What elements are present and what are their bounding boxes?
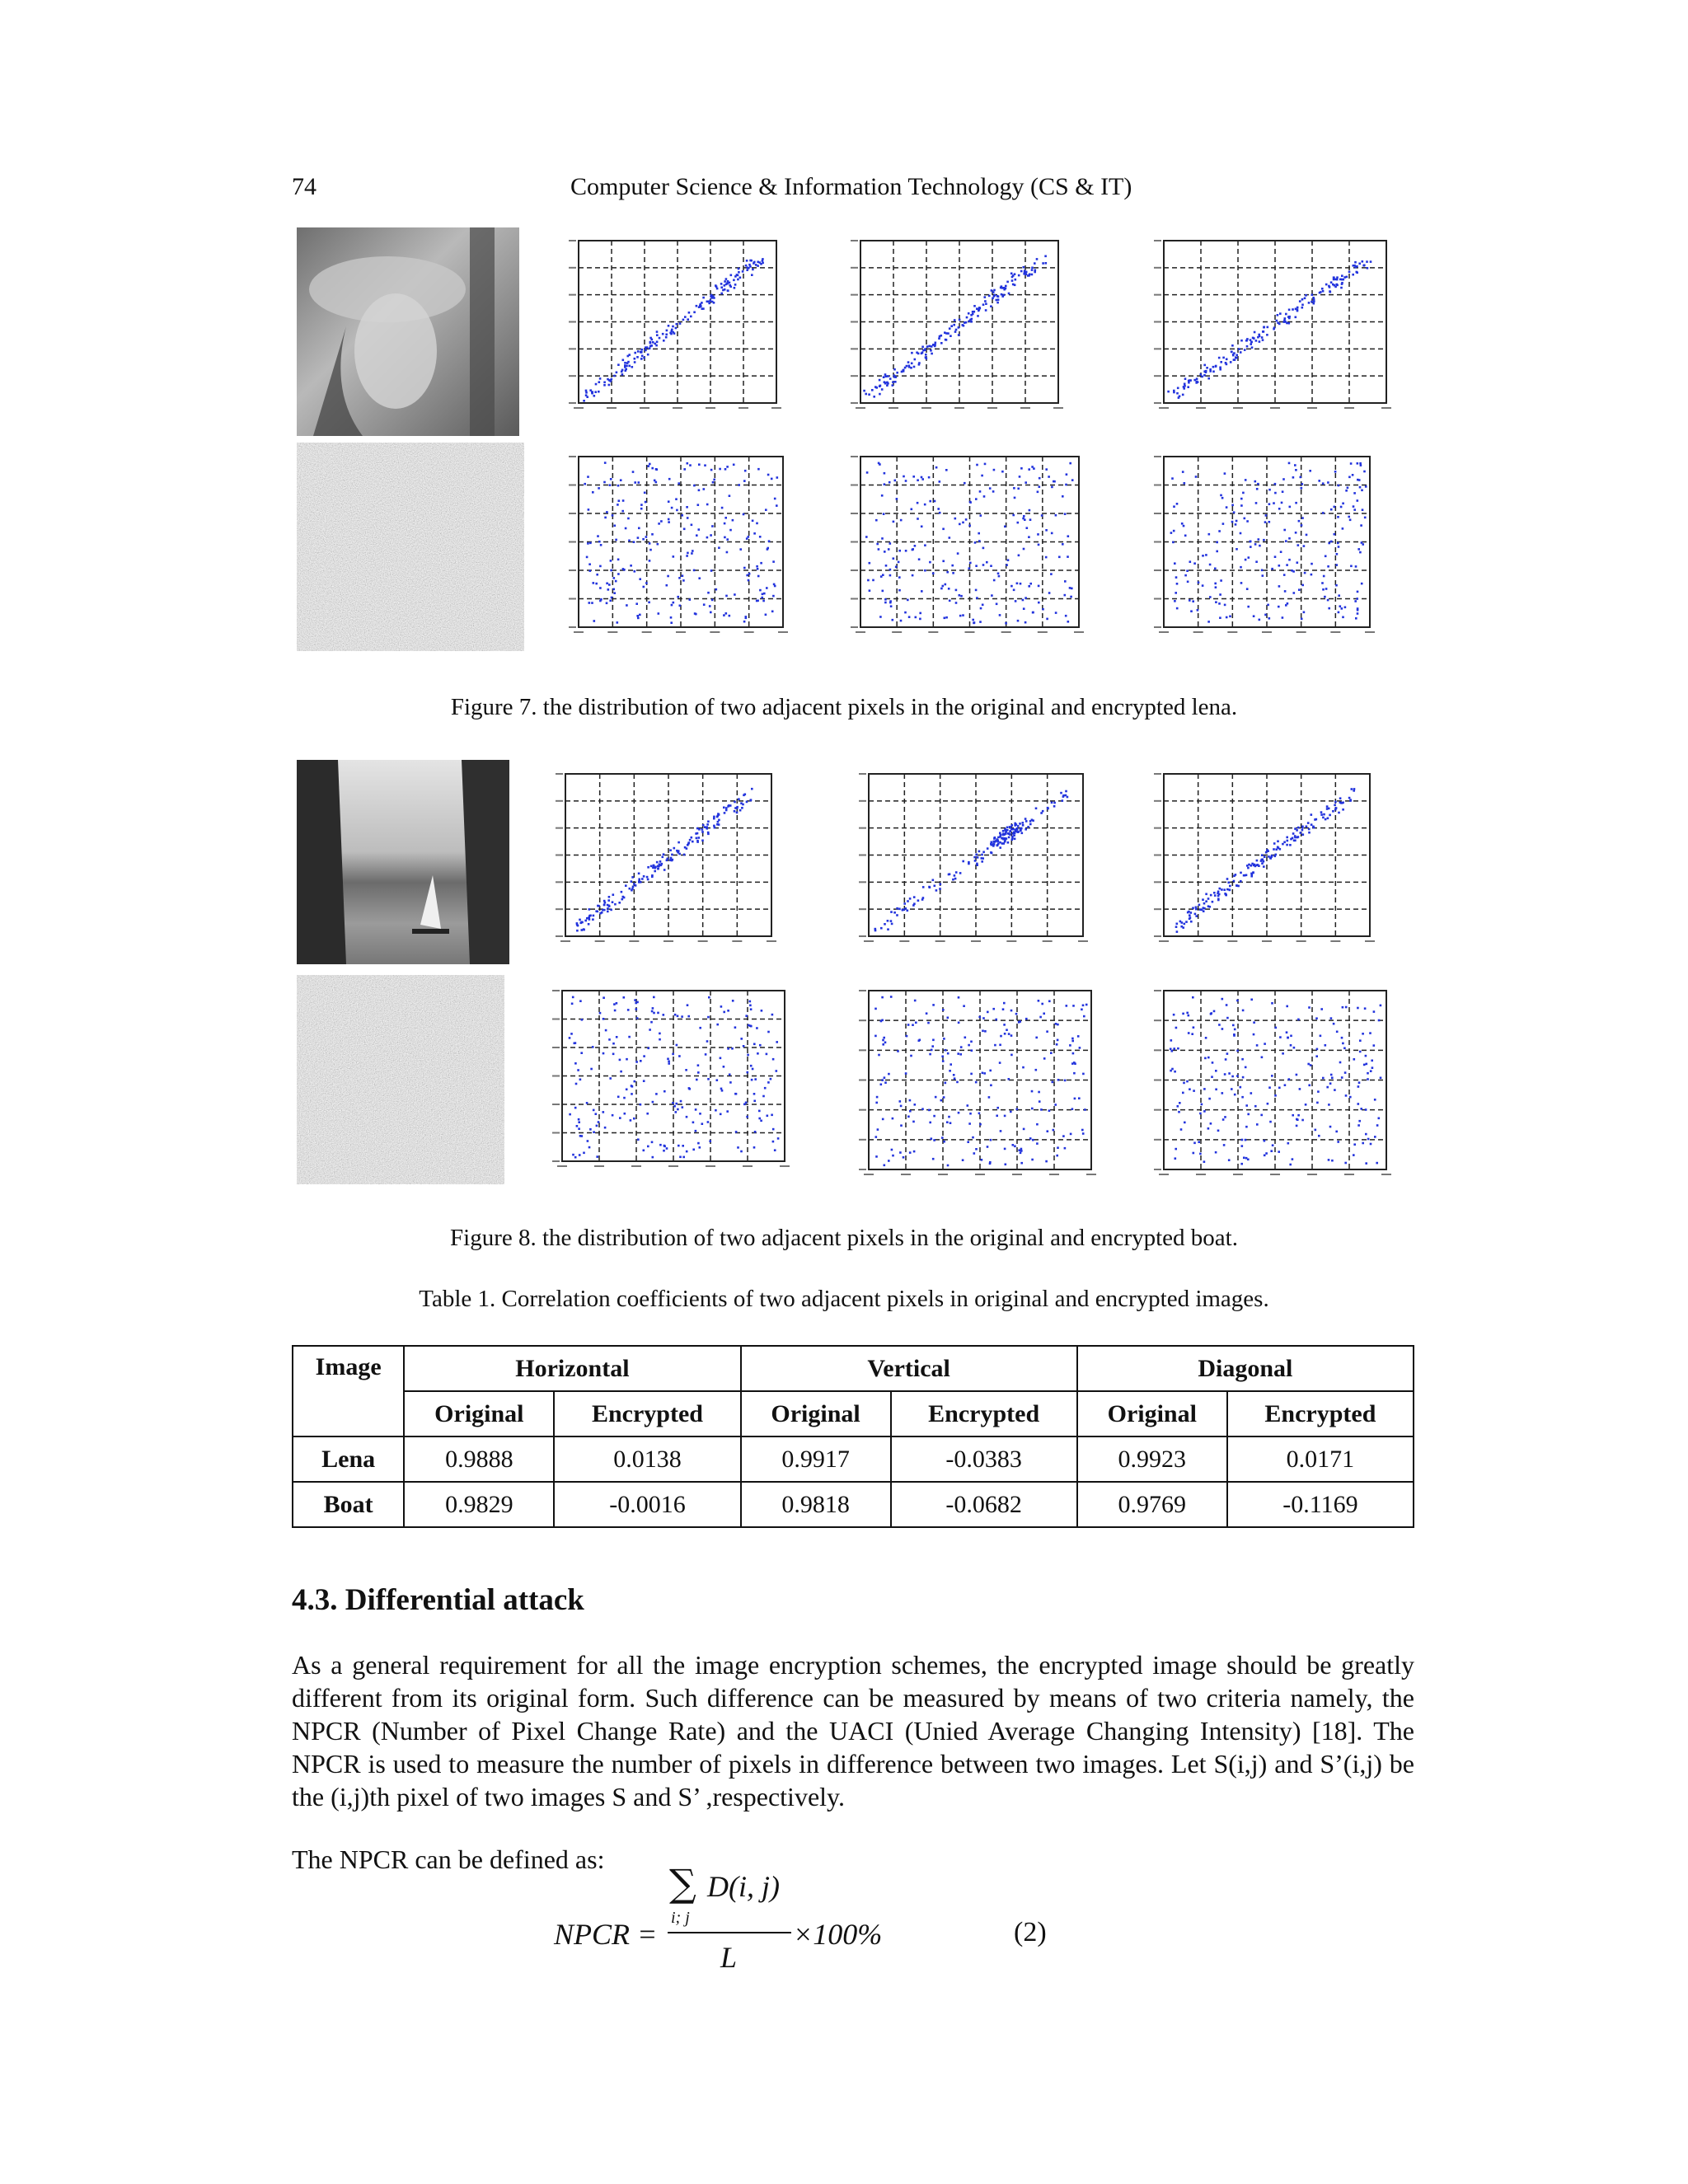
plot-lena-original-vertical: [849, 237, 1063, 415]
plot-boat-original-vertical: [857, 771, 1088, 948]
boat-encrypted-image: [297, 975, 504, 1184]
row-label: Boat: [293, 1482, 404, 1527]
table-cell: 0.9818: [741, 1482, 891, 1527]
table-cell: 0.9769: [1077, 1482, 1227, 1527]
scatter-points: [576, 788, 753, 932]
table-row: [293, 1436, 1414, 1482]
lena-encrypted-image: [297, 443, 524, 651]
group-horizontal: Horizontal: [404, 1346, 740, 1391]
group-diagonal: Diagonal: [1077, 1346, 1414, 1391]
table-cell: 0.9888: [404, 1436, 554, 1482]
scatter-points: [1167, 260, 1372, 399]
table-header-row: [293, 1346, 1414, 1391]
figure-8-caption: Figure 8. the distribution of two adjacent pixels in the original and encrypted boat.: [450, 1225, 1238, 1251]
plot-lena-original-horizontal: [567, 237, 781, 415]
plot-grid: [859, 990, 1096, 1175]
plot-grid: [859, 773, 1088, 942]
col-image-header: Image: [293, 1346, 404, 1436]
equation-numerator: D(i, j): [707, 1870, 780, 1903]
equation-lhs: NPCR =: [554, 1918, 658, 1951]
sub-header: Original: [741, 1391, 891, 1436]
correlation-table: [292, 1345, 1414, 1528]
equation-times: ×100%: [793, 1918, 883, 1951]
plot-grid: [851, 240, 1063, 409]
sub-header: Encrypted: [554, 1391, 740, 1436]
table-1-caption: Table 1. Correlation coefficients of two adjacent pixels in original and encrypted images.: [419, 1286, 1269, 1312]
lena-portrait-shape: [297, 227, 519, 436]
fraction-bar: [668, 1932, 791, 1933]
body-paragraph: As a general requirement for all the image encryption schemes, the encrypted image should be greatly different from its original form. Such difference can be measured by means of two criteria namely, the NPCR (Number of Pixel Change Rate) and the UACI (Unied Average Changing Intensity) [18]. The NPCR is used to measure the number of pixels in difference between two images. Let S(i,j) and S’(i,j) be the (i,j)th pixel of two images S and S’ ,respectively.: [292, 1650, 1414, 1811]
row-label: Lena: [293, 1436, 404, 1482]
table-row: [293, 1482, 1414, 1527]
sub-header: Original: [404, 1391, 554, 1436]
table-subheader-row: [293, 1391, 1414, 1436]
scatter-points: [1175, 788, 1356, 933]
table-cell: 0.0138: [554, 1436, 740, 1482]
equation-number: (2): [1014, 1917, 1047, 1947]
plot-boat-encrypted-diagonal: [1152, 987, 1391, 1181]
sub-header: Encrypted: [1227, 1391, 1414, 1436]
plot-boat-encrypted-horizontal: [551, 987, 790, 1173]
plot-lena-encrypted-vertical: [849, 453, 1084, 639]
scatter-points: [874, 996, 1087, 1166]
table-cell: -0.1169: [1227, 1482, 1414, 1527]
sub-header: Original: [1077, 1391, 1227, 1436]
scatter-points: [874, 790, 1069, 932]
boat-scene-shape: [297, 760, 509, 964]
table-cell: -0.0016: [554, 1482, 740, 1527]
plot-lena-encrypted-horizontal: [567, 453, 788, 639]
plot-lena-original-diagonal: [1152, 237, 1391, 415]
table-cell: 0.9917: [741, 1436, 891, 1482]
plot-grid: [1154, 456, 1375, 633]
lena-original-image: [297, 227, 519, 436]
plot-grid: [851, 456, 1084, 633]
group-vertical: Vertical: [741, 1346, 1077, 1391]
sum-subscript: i; j: [671, 1909, 690, 1927]
plot-boat-original-horizontal: [554, 771, 776, 948]
sum-symbol: ∑: [669, 1861, 696, 1905]
boat-original-image: [297, 760, 509, 964]
equation-denominator: L: [720, 1941, 738, 1974]
plot-boat-encrypted-vertical: [857, 987, 1096, 1181]
table-cell: -0.0383: [891, 1436, 1077, 1482]
table-cell: 0.9829: [404, 1482, 554, 1527]
page-number: 74: [292, 173, 316, 200]
npcr-intro: The NPCR can be defined as:: [292, 1844, 605, 1874]
section-heading: 4.3. Differential attack: [292, 1583, 584, 1617]
plot-grid: [1154, 990, 1391, 1175]
table-cell: -0.0682: [891, 1482, 1077, 1527]
running-header: Computer Science & Information Technology (CS & IT): [570, 173, 1132, 200]
figure-7-caption: Figure 7. the distribution of two adjacent pixels in the original and encrypted lena.: [450, 694, 1238, 720]
plot-boat-original-diagonal: [1152, 771, 1375, 948]
plot-lena-encrypted-diagonal: [1152, 453, 1375, 639]
table-cell: 0.0171: [1227, 1436, 1414, 1482]
scatter-points: [583, 258, 764, 402]
table-cell: 0.9923: [1077, 1436, 1227, 1482]
sub-header: Encrypted: [891, 1391, 1077, 1436]
